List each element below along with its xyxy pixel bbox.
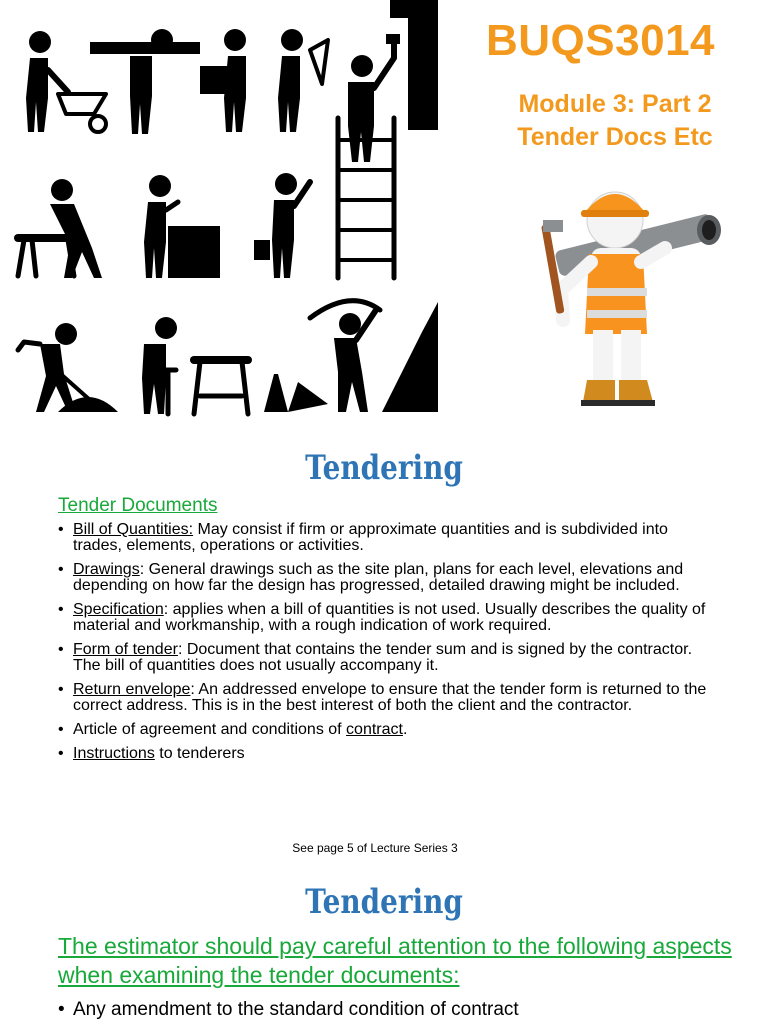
list-item: • Any amendment to the standard condition of contract bbox=[58, 999, 748, 1021]
section-subheading: Tender Documents bbox=[58, 495, 218, 516]
aspects-list bbox=[58, 999, 748, 1021]
list-item bbox=[58, 682, 708, 714]
list-item bbox=[58, 642, 708, 674]
term-label: Drawings bbox=[73, 561, 140, 578]
term-label: Specification bbox=[73, 601, 164, 618]
list-item bbox=[58, 722, 708, 738]
module-title-line2: Tender Docs Etc bbox=[517, 123, 713, 151]
list-item bbox=[58, 746, 708, 762]
course-code: BUQS3014 bbox=[486, 16, 716, 65]
list-item bbox=[58, 602, 708, 634]
item-text: . bbox=[402, 721, 408, 738]
term-description: : An addressed envelope to ensure that the tender form is returned to the correct address. This is in the best interest of both the client and the contractor. bbox=[73, 681, 707, 714]
module-title-line1: Module 3: Part 2 bbox=[518, 90, 712, 118]
contract-link[interactable]: contract bbox=[346, 721, 403, 738]
list-item bbox=[58, 562, 708, 594]
term-description: May consist if firm or approximate quantities and is subdivided into trades, elements, operations or activities. bbox=[73, 521, 668, 554]
slide-heading: Tendering bbox=[305, 448, 463, 488]
worker-mascot-illustration bbox=[495, 170, 745, 415]
section-subheading: The estimator should pay careful attention to the following aspects when examining the tender documents: bbox=[58, 933, 732, 988]
term-label: Bill of Quantities: bbox=[73, 521, 194, 538]
term-description: : General drawings such as the site plan, plans for each level, elevations and depending on how far the design has progressed, detailed drawing might be included. bbox=[73, 561, 684, 594]
term-label: Form of tender bbox=[73, 641, 178, 658]
instructions-link[interactable]: Instructions bbox=[73, 745, 155, 762]
tender-documents-list bbox=[58, 522, 708, 770]
item-text: to tenderers bbox=[154, 745, 245, 762]
title-slide bbox=[0, 0, 768, 430]
list-item bbox=[58, 522, 708, 554]
footnote: See page 5 of Lecture Series 3 bbox=[292, 841, 458, 855]
slide-heading: Tendering bbox=[305, 882, 463, 922]
module-title bbox=[500, 88, 730, 154]
construction-workers-illustration bbox=[10, 0, 442, 420]
term-label: Return envelope bbox=[73, 681, 191, 698]
term-description: : Document that contains the tender sum and is signed by the contractor. The bill of quantities does not usually accompany it. bbox=[73, 641, 693, 674]
item-text: Article of agreement and conditions of bbox=[73, 721, 347, 738]
term-description: : applies when a bill of quantities is not used. Usually describes the quality of material and workmanship, with a rough indication of work required. bbox=[73, 601, 706, 634]
